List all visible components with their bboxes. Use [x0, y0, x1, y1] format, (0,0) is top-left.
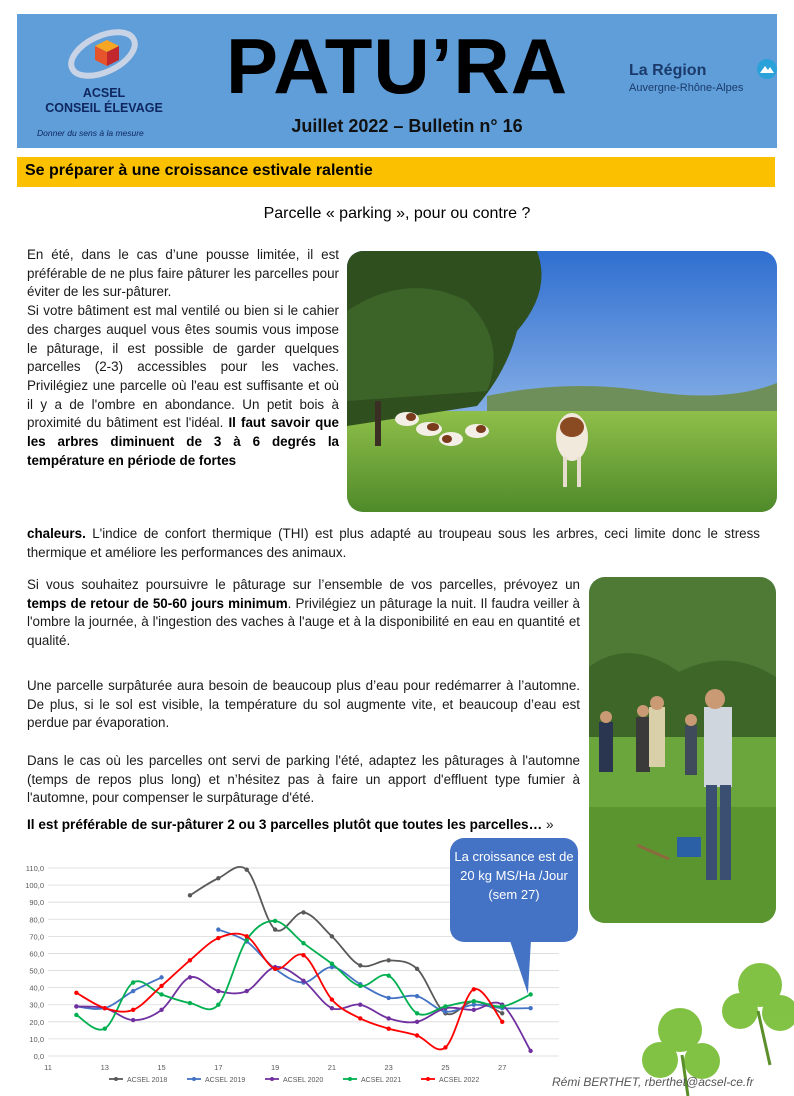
chart-legend-label: ACSEL 2020	[283, 1077, 324, 1084]
chart-data-point	[415, 1033, 419, 1037]
chart-data-point	[159, 992, 163, 996]
chart-data-point	[500, 1004, 504, 1008]
chart-data-point	[74, 1013, 78, 1017]
chart-series-line	[76, 934, 502, 1050]
chart-data-point	[443, 1004, 447, 1008]
chart-y-tick-label: 80,0	[29, 915, 44, 925]
chart-data-point	[415, 994, 419, 998]
chart-y-tick-label: 10,0	[29, 1034, 44, 1044]
chart-y-tick-label: 40,0	[29, 983, 44, 993]
chart-y-tick-label: 100,0	[25, 881, 44, 891]
chart-data-point	[386, 1016, 390, 1020]
region-name: La Région	[629, 62, 707, 79]
chart-y-tick-label: 110,0	[25, 864, 44, 873]
chart-x-tick-label: 11	[44, 1063, 52, 1072]
paragraph-2-text: L'indice de confort thermique (THI) est plus adapté au troupeau sous les arbres, ceci limite donc le stress thermique et améliore les performances des animaux.	[27, 526, 760, 560]
chart-data-point	[216, 876, 220, 880]
chart-data-point	[301, 953, 305, 957]
chart-data-point	[330, 934, 334, 938]
chart-data-point	[443, 1045, 447, 1049]
header-banner	[17, 14, 777, 148]
paragraph-1-text-a: En été, dans le cas d’une pousse limitée, il est préférable de ne plus faire pâturer les parcelles pour éviter de les sur-pâturer.	[27, 247, 339, 300]
org-name-line1: ACSEL	[82, 86, 126, 100]
chart-legend-marker	[192, 1077, 196, 1081]
chart-data-point	[415, 1020, 419, 1024]
chart-legend-item	[265, 1077, 323, 1084]
chart-data-point	[131, 980, 135, 984]
paragraph-2	[27, 525, 760, 562]
chart-y-tick-label: 20,0	[29, 1017, 44, 1027]
chart-y-tick-label: 70,0	[29, 932, 44, 942]
paragraph-3-text-b: . Privilégiez un pâturage la nuit. Il faudra veiller à l'ombre la journée, à l'ingestion des vaches à l'auge et à la disponibilité en eau en quantité et qualité.	[27, 595, 580, 649]
chart-data-point	[330, 1006, 334, 1010]
chart-data-point	[159, 984, 163, 988]
chart-x-tick-label: 17	[214, 1063, 223, 1072]
chart-x-tick-label: 21	[327, 1063, 337, 1072]
chart-data-point	[472, 987, 476, 991]
chart-x-tick-label: 19	[270, 1063, 280, 1072]
chart-x-tick-labels	[44, 1063, 506, 1072]
chart-data-point	[358, 963, 362, 967]
chart-legend-item	[421, 1077, 479, 1084]
chart-legend-label: ACSEL 2022	[439, 1077, 480, 1084]
chart-data-point	[500, 1011, 504, 1015]
chart-x-tick-label: 25	[441, 1063, 450, 1072]
chart-data-point	[103, 1006, 107, 1010]
paragraph-6-end: »	[542, 817, 554, 832]
chart-legend-item	[109, 1077, 167, 1084]
paragraph-3-text-a: Si vous souhaitez poursuivre le pâturage sur l’ensemble de vos parcelles, prévoyez un	[27, 577, 580, 592]
people-field-photo	[589, 577, 776, 923]
chart-y-tick-label: 90,0	[29, 898, 44, 908]
paragraph-6-bold: Il est préférable de sur-pâturer 2 ou 3 parcelles plutôt que toutes les parcelles…	[27, 817, 543, 832]
chart-data-point	[188, 893, 192, 897]
chart-legend-label: ACSEL 2021	[361, 1077, 402, 1084]
chart-x-tick-label: 13	[100, 1063, 109, 1072]
chart-series-acsel-2020	[74, 965, 533, 1053]
chart-data-point	[273, 927, 277, 931]
paragraph-6	[27, 816, 580, 835]
chart-legend-label: ACSEL 2019	[205, 1077, 246, 1084]
chart-legend-item	[187, 1077, 245, 1084]
org-name	[39, 86, 169, 116]
chart-legend-marker	[348, 1077, 352, 1081]
chart-x-tick-label: 23	[384, 1063, 393, 1072]
paragraph-2-bold: chaleurs.	[27, 526, 86, 541]
chart-y-tick-label: 30,0	[29, 1000, 44, 1010]
chart-data-point	[528, 1049, 532, 1053]
chart-data-point	[415, 1011, 419, 1015]
chart-data-point	[472, 999, 476, 1003]
chart-data-point	[358, 984, 362, 988]
chart-data-point	[74, 991, 78, 995]
chart-data-point	[386, 958, 390, 962]
paragraph-3	[27, 576, 580, 651]
chart-data-point	[131, 1018, 135, 1022]
paragraph-4: Une parcelle surpâturée aura besoin de beaucoup plus d’eau pour redémarrer à l’automne. De plus, si le sol est visible, la température du sol augmente vite, et beaucoup d’eau est perdue par évaporation.	[27, 678, 580, 731]
bulletin-title: PATU’RA	[225, 22, 569, 110]
paragraph-5: Dans le cas où les parcelles ont servi de parking l'été, adaptez les pâturages à l'automne (temps de repos plus long) et n’hésitez pas à faire un apport d'effluent type fumier à l'automne, pour compenser le surpâturage d'été.	[27, 753, 580, 806]
paragraph-1	[27, 246, 339, 470]
chart-data-point	[301, 979, 305, 983]
chart-data-point	[386, 996, 390, 1000]
author-signature: Rémi BERTHET, rberthet@acsel-ce.fr	[552, 1075, 754, 1089]
chart-data-point	[273, 919, 277, 923]
chart-data-point	[386, 1026, 390, 1030]
section-title: Se préparer à une croissance estivale ralentie	[25, 162, 373, 179]
chart-legend-marker	[114, 1077, 118, 1081]
chart-data-point	[330, 997, 334, 1001]
chart-x-tick-label: 27	[498, 1063, 507, 1072]
region-mountain-icon	[756, 58, 778, 80]
chart-data-point	[245, 868, 249, 872]
chart-data-point	[301, 941, 305, 945]
paragraph-1-text-b: Si votre bâtiment est mal ventilé ou bien si le cahier des charges auquel vous êtes soumis vous impose le pâturage, il est possible de garder quelques parcelles (2-3) accessibles pour les vaches. Privilégiez une parcelle où l'eau est suffisante et où il y a de l'ombre en abondance. Un petit bois à proximité du bâtiment est l'idéal.	[27, 303, 339, 431]
chart-data-point	[74, 1004, 78, 1008]
region-logo	[629, 62, 779, 94]
chart-legend	[109, 1077, 479, 1084]
chart-data-point	[386, 973, 390, 977]
chart-data-point	[159, 975, 163, 979]
paragraph-3-bold: temps de retour de 50-60 jours minimum	[27, 595, 288, 611]
acsel-logo	[39, 22, 194, 142]
article-heading: Parcelle « parking », pour ou contre ?	[263, 205, 531, 222]
chart-data-point	[245, 989, 249, 993]
chart-data-point	[188, 1001, 192, 1005]
chart-data-point	[358, 1016, 362, 1020]
chart-series-acsel-2022	[74, 934, 504, 1050]
chart-data-point	[103, 1026, 107, 1030]
chart-y-tick-label: 60,0	[29, 949, 44, 959]
people-field-image	[589, 577, 776, 923]
chart-data-point	[188, 975, 192, 979]
chart-data-point	[131, 989, 135, 993]
cows-pasture-image	[347, 251, 777, 512]
chart-data-point	[188, 958, 192, 962]
org-tagline: Donner du sens à la mesure	[37, 128, 144, 138]
chart-data-point	[500, 1020, 504, 1024]
chart-legend-item	[343, 1077, 401, 1084]
chart-legend-label: ACSEL 2018	[127, 1077, 168, 1084]
acsel-logo-icon	[63, 24, 143, 84]
org-name-line2: CONSEIL ÉLEVAGE	[45, 101, 163, 115]
growth-callout-text: La croissance est de 20 kg MS/Ha /Jour (sem 27)	[454, 849, 574, 902]
chart-data-point	[330, 962, 334, 966]
chart-data-point	[216, 1003, 220, 1007]
chart-y-tick-label: 0,0	[33, 1052, 44, 1061]
chart-y-tick-labels	[25, 864, 44, 1061]
chart-data-point	[245, 934, 249, 938]
chart-legend-marker	[426, 1077, 430, 1081]
chart-data-point	[472, 1008, 476, 1012]
chart-y-tick-label: 50,0	[29, 966, 44, 976]
cows-pasture-photo	[347, 251, 777, 512]
chart-data-point	[301, 910, 305, 914]
chart-data-point	[358, 1003, 362, 1007]
region-subname: Auvergne-Rhône-Alpes	[629, 82, 744, 94]
chart-data-point	[216, 936, 220, 940]
chart-data-point	[273, 967, 277, 971]
chart-data-point	[159, 1008, 163, 1012]
bulletin-subtitle: Juillet 2022 – Bulletin n° 16	[291, 116, 523, 136]
chart-data-point	[216, 927, 220, 931]
chart-data-point	[131, 1008, 135, 1012]
chart-x-tick-label: 15	[157, 1063, 166, 1072]
chart-data-point	[415, 967, 419, 971]
chart-data-point	[216, 989, 220, 993]
chart-data-point	[528, 1006, 532, 1010]
chart-legend-marker	[270, 1077, 274, 1081]
growth-callout	[450, 838, 578, 942]
paragraph-1-bold: Il faut savoir que les arbres diminuent de 3 à 6 degrés la température en période de fortes	[27, 415, 339, 468]
section-bar	[17, 157, 775, 187]
